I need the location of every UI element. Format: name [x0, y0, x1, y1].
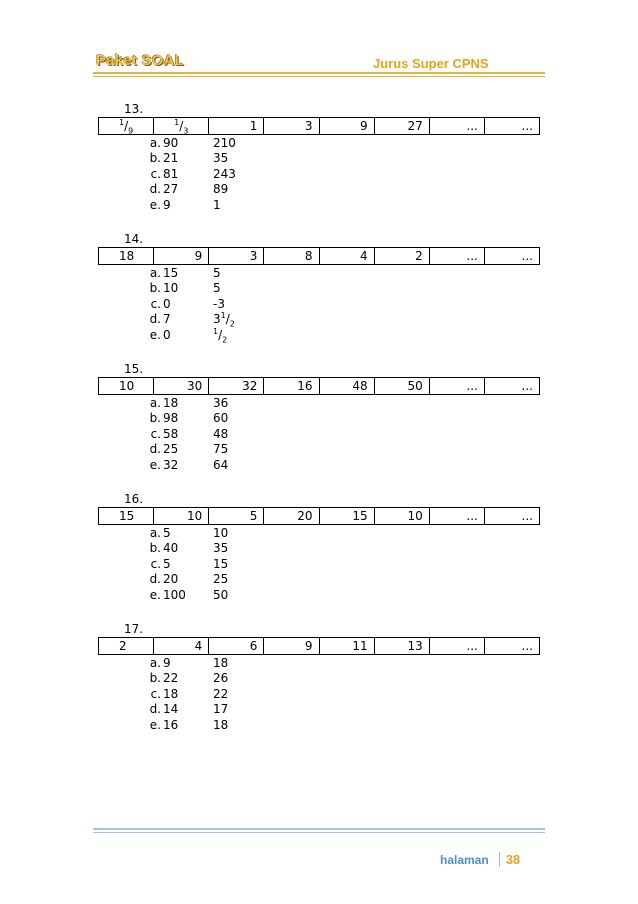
- option-value-first: 7: [163, 312, 171, 327]
- option-value-second: 22: [213, 686, 229, 701]
- sequence-cell: 3: [264, 118, 319, 135]
- option-value-second: 17: [213, 702, 229, 717]
- option-value-first: 40: [163, 541, 179, 556]
- option-letter: b.: [149, 541, 161, 556]
- option-letter: a.: [149, 656, 161, 670]
- option-value-first: 81: [163, 166, 179, 181]
- option-value-second: 89: [213, 182, 229, 197]
- sequence-row: [99, 378, 540, 395]
- option-value-second: 35: [213, 151, 229, 166]
- footer-rule-thin: [93, 832, 545, 833]
- option-letter: a.: [149, 266, 161, 280]
- option-value-second: 75: [213, 442, 229, 457]
- option-letter: c.: [150, 426, 161, 441]
- sequence-cell: 15: [99, 508, 154, 525]
- option-letter: e.: [149, 197, 161, 212]
- option-letter: b.: [149, 151, 161, 166]
- option-value-second: 15: [213, 556, 229, 571]
- option-value-second: 35: [213, 541, 229, 556]
- header-rule: [93, 72, 545, 74]
- option-value-second: 48: [213, 426, 229, 441]
- option-value-first: 10: [163, 281, 179, 296]
- option-value-first: 32: [163, 457, 179, 472]
- option-letter: c.: [150, 296, 161, 311]
- option-value-first: 18: [163, 396, 179, 410]
- option-value-first: 18: [163, 686, 179, 701]
- header-title-left: Paket SOAL: [96, 52, 184, 69]
- sequence-cell: 20: [264, 508, 319, 525]
- option-letter: d.: [149, 312, 161, 327]
- sequence-cell: 9: [319, 118, 374, 135]
- sequence-cell: ...: [484, 378, 539, 395]
- option-value-first: 27: [163, 182, 179, 197]
- option-value-first: 90: [163, 136, 179, 150]
- sequence-cell: 2: [99, 638, 154, 655]
- option-value-second: -3: [213, 296, 225, 311]
- option-value-first: 20: [163, 572, 179, 587]
- sequence-cell: ...: [429, 378, 484, 395]
- option-letter: b.: [149, 411, 161, 426]
- sequence-row: [99, 638, 540, 655]
- sequence-cell: ...: [429, 248, 484, 265]
- sequence-cell: 10: [374, 508, 429, 525]
- option-value-second: 18: [213, 656, 229, 670]
- option-value-first: 14: [163, 702, 179, 717]
- sequence-cell: 27: [374, 118, 429, 135]
- option-value-second: 5: [213, 266, 221, 280]
- page-footer: [440, 852, 520, 867]
- header-title-right: Jurus Super CPNS: [373, 56, 489, 71]
- sequence-cell: 1: [209, 118, 264, 135]
- option-letter: b.: [149, 281, 161, 296]
- option-value-first: 0: [163, 296, 171, 311]
- sequence-cell: $^1/_9$: [99, 118, 154, 135]
- option-value-first: 22: [163, 671, 179, 686]
- option-value-second: 1: [213, 197, 221, 212]
- sequence-cell: 18: [99, 248, 154, 265]
- option-letter: e.: [149, 717, 161, 732]
- option-letter: c.: [150, 686, 161, 701]
- sequence-cell: ...: [484, 248, 539, 265]
- sequence-cell: 2: [374, 248, 429, 265]
- question-number: 16.: [124, 492, 144, 506]
- question-number: 15.: [124, 362, 144, 376]
- sequence-cell: ...: [429, 508, 484, 525]
- footer-rule: [93, 828, 545, 830]
- option-value-first: 98: [163, 411, 179, 426]
- sequence-cell: ...: [429, 118, 484, 135]
- sequence-cell: 4: [154, 638, 209, 655]
- sequence-cell: $^1/_3$: [154, 118, 209, 135]
- footer-label: halaman: [440, 853, 489, 867]
- sequence-cell: ...: [429, 638, 484, 655]
- option-letter: e.: [149, 327, 161, 342]
- sequence-cell: 9: [154, 248, 209, 265]
- sequence-cell: 32: [209, 378, 264, 395]
- sequence-cell: ...: [484, 638, 539, 655]
- sequence-cell: 11: [319, 638, 374, 655]
- option-letter: e.: [149, 587, 161, 602]
- option-value-second: 25: [213, 572, 229, 587]
- option-value-first: 58: [163, 426, 179, 441]
- page-number: 38: [499, 852, 520, 867]
- sequence-cell: 10: [154, 508, 209, 525]
- sequence-table: [98, 377, 540, 395]
- option-letter: d.: [149, 572, 161, 587]
- sequence-row: [99, 508, 540, 525]
- option-value-second: 50: [213, 587, 229, 602]
- option-value-second: 243: [213, 166, 236, 181]
- sequence-cell: 3: [209, 248, 264, 265]
- sequence-cell: 16: [264, 378, 319, 395]
- sequence-table: [98, 117, 540, 135]
- question-number: 14.: [124, 232, 144, 246]
- option-value-first: 5: [163, 526, 171, 540]
- option-value-first: 16: [163, 717, 179, 732]
- option-letter: a.: [149, 136, 161, 150]
- option-letter: a.: [149, 396, 161, 410]
- sequence-cell: 10: [99, 378, 154, 395]
- option-value-second: 36: [213, 396, 229, 410]
- option-letter: e.: [149, 457, 161, 472]
- option-value-first: 15: [163, 266, 179, 280]
- sequence-cell: 4: [319, 248, 374, 265]
- option-value-second: 60: [213, 411, 229, 426]
- sequence-table: [98, 507, 540, 525]
- header-rule-thin: [93, 76, 545, 77]
- option-value-first: 5: [163, 556, 171, 571]
- option-letter: c.: [150, 556, 161, 571]
- option-value-second: $^1/_2$: [213, 326, 228, 344]
- option-value-second: $3^1/_2$: [213, 311, 235, 329]
- option-value-second: 210: [213, 136, 236, 150]
- question-number: 17.: [124, 622, 144, 636]
- option-value-first: 100: [163, 587, 186, 602]
- option-value-first: 25: [163, 442, 179, 457]
- option-letter: b.: [149, 671, 161, 686]
- option-value-second: 18: [213, 717, 229, 732]
- option-value-second: 64: [213, 457, 229, 472]
- sequence-cell: 13: [374, 638, 429, 655]
- option-value-first: 9: [163, 197, 171, 212]
- sequence-table: [98, 247, 540, 265]
- option-value-second: 5: [213, 281, 221, 296]
- sequence-cell: ...: [484, 508, 539, 525]
- sequence-cell: 9: [264, 638, 319, 655]
- sequence-cell: 8: [264, 248, 319, 265]
- option-value-first: 21: [163, 151, 179, 166]
- option-value-second: 10: [213, 526, 229, 540]
- sequence-table: [98, 637, 540, 655]
- sequence-cell: 30: [154, 378, 209, 395]
- option-letter: a.: [149, 526, 161, 540]
- sequence-cell: 6: [209, 638, 264, 655]
- sequence-cell: 15: [319, 508, 374, 525]
- sequence-row: [99, 248, 540, 265]
- option-letter: d.: [149, 442, 161, 457]
- option-value-first: 0: [163, 327, 171, 342]
- option-value-second: 26: [213, 671, 229, 686]
- option-letter: d.: [149, 702, 161, 717]
- sequence-cell: 5: [209, 508, 264, 525]
- sequence-cell: 50: [374, 378, 429, 395]
- option-value-first: 9: [163, 656, 171, 670]
- question-number: 13.: [124, 102, 144, 116]
- option-letter: c.: [150, 166, 161, 181]
- sequence-cell: 48: [319, 378, 374, 395]
- sequence-cell: ...: [484, 118, 539, 135]
- option-letter: d.: [149, 182, 161, 197]
- sequence-row: [99, 118, 540, 135]
